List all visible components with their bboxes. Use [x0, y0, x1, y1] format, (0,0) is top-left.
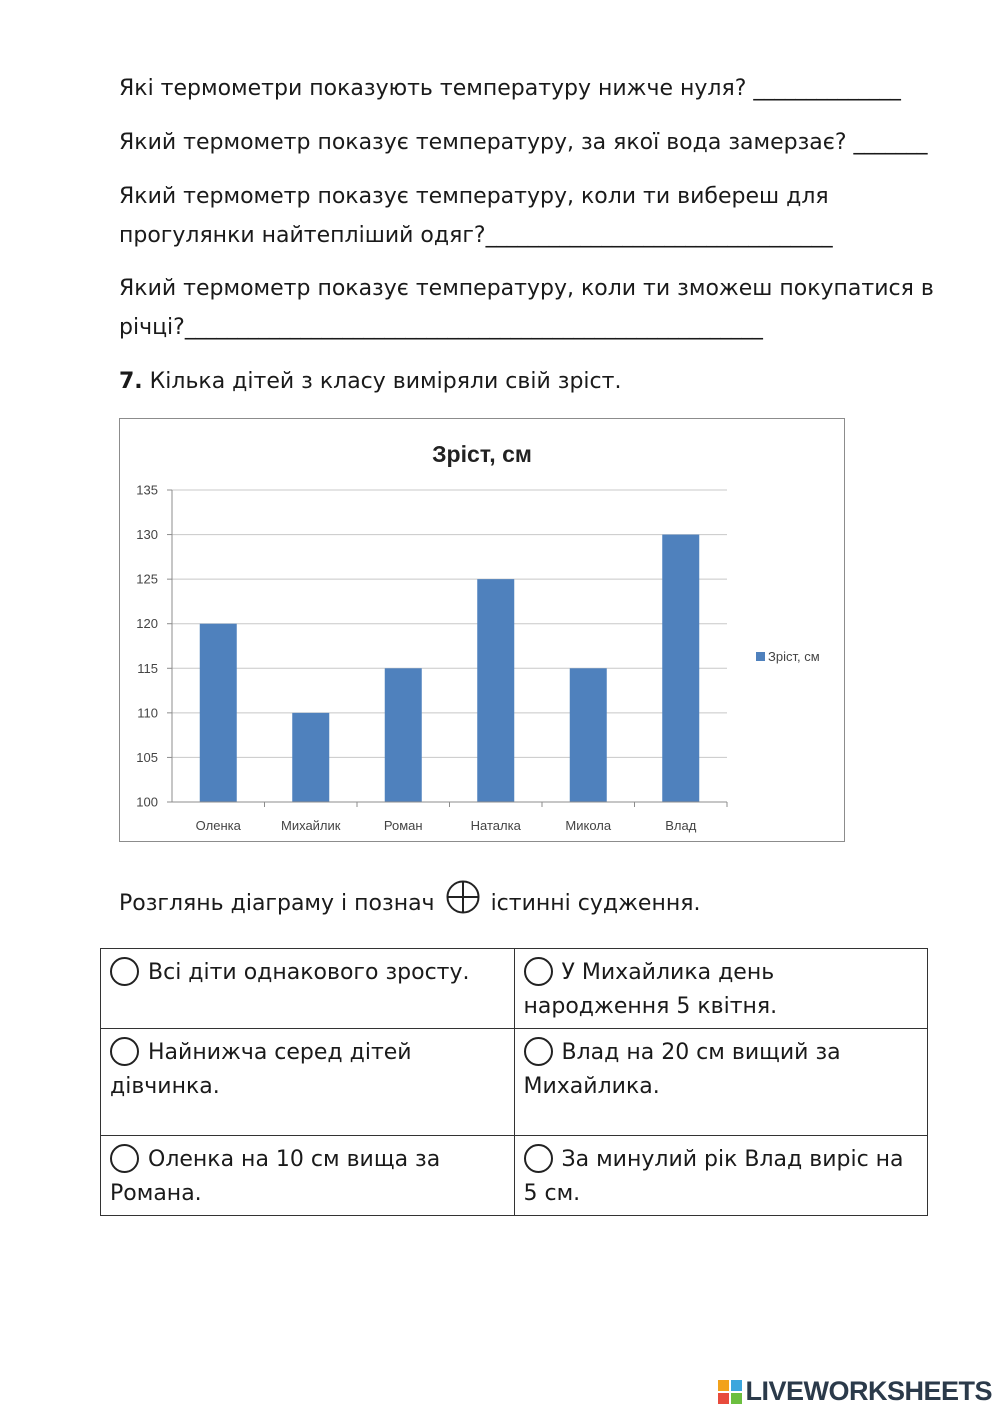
y-tick-label: 125 — [136, 571, 158, 587]
option-cell — [514, 1136, 928, 1216]
option-radio-1[interactable] — [110, 957, 139, 986]
instruction-text-before: Розглянь діаграму і познач — [119, 891, 435, 916]
option-radio-6[interactable] — [524, 1144, 553, 1173]
bar-3 — [385, 668, 422, 802]
question-2 — [119, 124, 927, 162]
height-chart — [119, 418, 845, 842]
option-cell — [101, 1136, 515, 1216]
task-text: Кілька дітей з класу виміряли свій зріст. — [142, 369, 622, 394]
answer-blank-1[interactable]: ______________ — [753, 76, 901, 101]
y-tick-label: 105 — [136, 749, 158, 765]
liveworksheets-logo[interactable] — [718, 1376, 992, 1407]
y-tick-label: 130 — [136, 527, 158, 543]
option-cell — [101, 949, 515, 1029]
question-3-line-1 — [119, 178, 829, 216]
question-4-text: Який термометр показує температуру, коли ти зможеш покупатися в — [119, 276, 934, 301]
answer-blank-4[interactable]: _______________________________________________________ — [184, 315, 763, 340]
answer-blank-2[interactable]: _______ — [853, 130, 928, 155]
circled-plus-icon — [445, 879, 481, 915]
x-tick-label: Микола — [565, 818, 612, 833]
option-text-4: Влад на 20 см вищий за Михайлика. — [523, 1040, 841, 1099]
question-4-line-2 — [119, 309, 762, 347]
options-row — [101, 1029, 928, 1136]
option-cell — [101, 1029, 515, 1136]
options-table — [100, 948, 928, 1216]
x-tick-label: Оленка — [195, 818, 241, 833]
option-text-3: Найнижча серед дітей дівчинка. — [110, 1040, 412, 1099]
y-tick-label: 115 — [137, 660, 158, 676]
option-radio-3[interactable] — [110, 1037, 139, 1066]
chart-title: Зріст, см — [432, 441, 532, 467]
options-row — [101, 1136, 928, 1216]
chart-gridlines — [172, 490, 727, 757]
question-4-line-1 — [119, 270, 934, 308]
y-tick-label: 100 — [136, 794, 158, 810]
option-text-2: У Михайлика день народження 5 квітня. — [523, 960, 778, 1019]
task-number: 7. — [119, 369, 143, 394]
option-cell — [514, 949, 928, 1029]
option-cell — [514, 1029, 928, 1136]
instruction — [119, 885, 700, 923]
x-tick-label: Наталка — [470, 818, 521, 833]
bar-5 — [570, 668, 607, 802]
task-heading — [119, 363, 621, 401]
y-tick-label: 110 — [137, 705, 158, 721]
question-2-text: Який термометр показує температуру, за якої вода замерзає? — [119, 130, 847, 155]
legend-swatch — [756, 652, 765, 661]
question-1-text: Які термометри показують температуру нижче нуля? — [119, 76, 747, 101]
bar-4 — [477, 579, 514, 802]
chart-legend — [756, 649, 820, 664]
option-radio-5[interactable] — [110, 1144, 139, 1173]
chart-svg — [120, 419, 844, 841]
x-tick-label: Роман — [383, 818, 423, 833]
legend-label: Зріст, см — [768, 649, 820, 664]
footer-brand: LIVEWORKSHEETS — [745, 1376, 992, 1406]
bar-2 — [292, 713, 329, 802]
liveworksheets-logo-icon — [718, 1380, 742, 1404]
question-3-text: Який термометр показує температуру, коли ти вибереш для — [119, 184, 829, 209]
instruction-text-after: істинні судження. — [490, 891, 701, 916]
question-1 — [119, 70, 900, 108]
options-row — [101, 949, 928, 1029]
y-tick-label: 135 — [136, 482, 158, 498]
bar-1 — [200, 624, 237, 802]
question-4-text-2: річці? — [119, 315, 185, 340]
bar-6 — [662, 535, 699, 802]
question-3-text-2: прогулянки найтепліший одяг? — [119, 223, 486, 248]
option-text-6: За минулий рік Влад виріс на 5 см. — [523, 1147, 904, 1206]
option-text-5: Оленка на 10 см вища за Романа. — [110, 1147, 441, 1206]
option-radio-4[interactable] — [524, 1037, 553, 1066]
x-tick-label: Влад — [665, 818, 697, 833]
x-tick-label: Михайлик — [281, 818, 341, 833]
option-text-1: Всі діти однакового зросту. — [148, 960, 470, 985]
y-tick-label: 120 — [136, 616, 158, 632]
answer-blank-3[interactable]: _________________________________ — [485, 223, 833, 248]
question-3-line-2 — [119, 217, 832, 255]
option-radio-2[interactable] — [524, 957, 553, 986]
